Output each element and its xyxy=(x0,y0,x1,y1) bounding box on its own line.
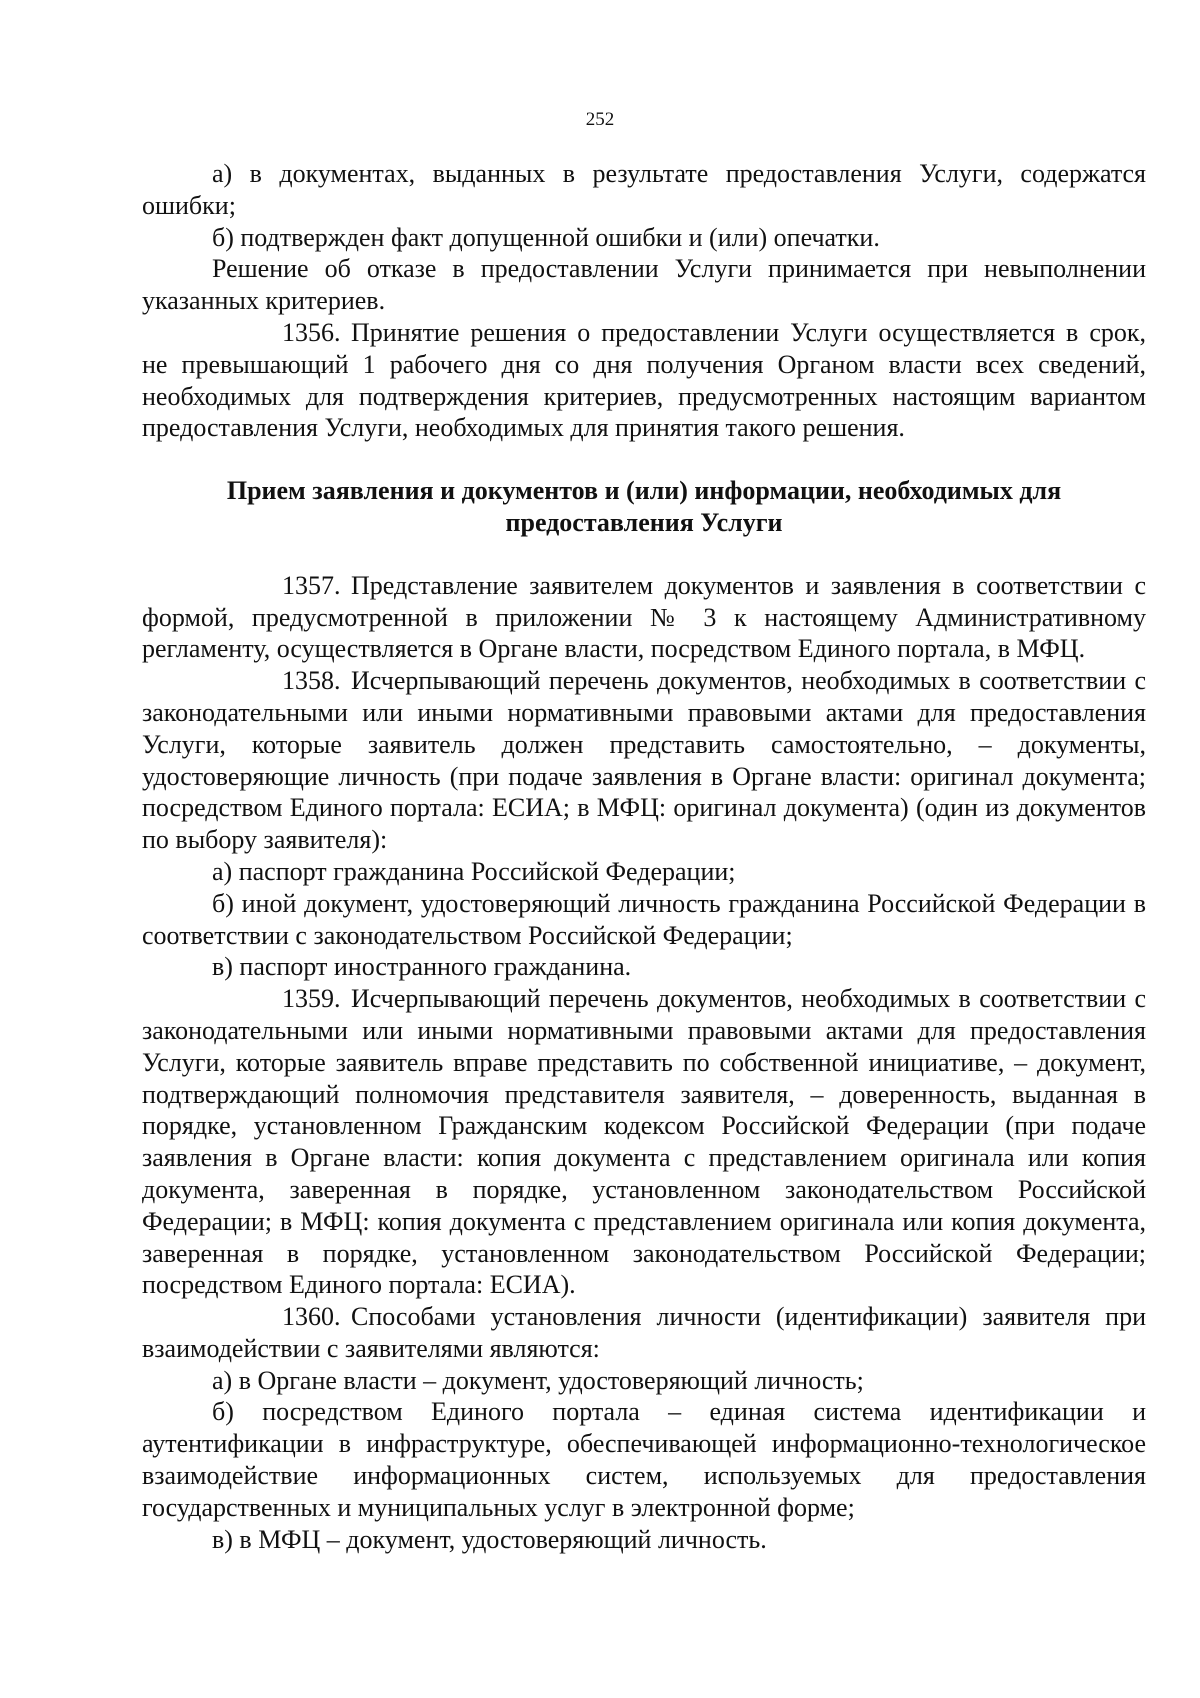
clause-1357 xyxy=(142,570,1146,665)
clause-text: Способами установления личности (идентификации) заявителя при взаимодействии с заявителями являются: xyxy=(142,1302,1146,1363)
section-heading: Прием заявления и документов и (или) информации, необходимых для предоставления Услуги xyxy=(226,476,1062,537)
list-item: б) иной документ, удостоверяющий личность гражданина Российской Федерации в соответствии с законодательством Российской Федерации; xyxy=(142,888,1146,950)
list-item: а) в Органе власти – документ, удостоверяющий личность; xyxy=(212,1365,864,1395)
clause-number: 1358. xyxy=(282,666,341,696)
clause-1356 xyxy=(142,317,1146,444)
list-item: а) паспорт гражданина Российской Федерации; xyxy=(212,856,736,886)
clause-number: 1359. xyxy=(282,984,341,1014)
clause-number: 1360. xyxy=(282,1302,341,1332)
document-body xyxy=(142,158,1146,1555)
clause-1359 xyxy=(142,983,1146,1301)
paragraph-a-errors: а) в документах, выданных в результате предоставления Услуги, содержатся ошибки; xyxy=(142,159,1146,220)
paragraph-refusal: Решение об отказе в предоставлении Услуги принимается при невыполнении указанных критериев. xyxy=(142,254,1146,316)
list-item: в) паспорт иностранного гражданина. xyxy=(212,952,632,982)
clause-1360 xyxy=(142,1301,1146,1555)
clause-number: 1356. xyxy=(282,317,341,347)
clause-text: Исчерпывающий перечень документов, необходимых в соответствии с законодательными или иными нормативными правовыми актами для предоставления Услуги, которые заявитель должен представить самостоятельно, – документы, удостоверяющие личность (при подаче заявления в Органе власти: оригинал документа; посредством Единого портала: ЕСИА; в МФЦ: оригинал документа) (один из документов по выбору заявителя): xyxy=(142,666,1146,855)
clause-1358 xyxy=(142,665,1146,983)
clause-number: 1357. xyxy=(282,570,341,600)
clause-text: Представление заявителем документов и заявления в соответствии с формой, предусмотренной в приложении № 3 к настоящему Административному регламенту, осуществляется в Органе власти, посредством Единого портала, в МФЦ. xyxy=(142,570,1146,664)
clause-text: Принятие решения о предоставлении Услуги осуществляется в срок, не превышающий 1 рабочего дня со дня получения Органом власти всех сведений, необходимых для подтверждения критериев, предусмотренных настоящим вариантом предоставления Услуги, необходимых для принятия такого решения. xyxy=(142,317,1146,443)
list-item: б) посредством Единого портала – единая система идентификации и аутентификации в инфраструктуре, обеспечивающей информационно-технологическое взаимодействие информационных систем, используемых для предоставления государственных и муниципальных услуг в электронной форме; xyxy=(142,1397,1146,1522)
list-item: в) в МФЦ – документ, удостоверяющий личность. xyxy=(212,1524,767,1554)
paragraph-b-confirmed: б) подтвержден факт допущенной ошибки и (или) опечатки. xyxy=(212,222,880,252)
clause-text: Исчерпывающий перечень документов, необходимых в соответствии с законодательными или иными нормативными правовыми актами для предоставления Услуги, которые заявитель вправе представить по собственной инициативе, – документ, подтверждающий полномочия представителя заявителя, – доверенность, выданная в порядке, установленном Гражданским кодексом Российской Федерации (при подаче заявления в Органе власти: копия документа с представлением оригинала или копия документа, заверенная в порядке, установленном законодательством Российской Федерации; в МФЦ: копия документа с представлением оригинала или копия документа, заверенная в порядке, установленном законодательством Российской Федерации; посредством Единого портала: ЕСИА). xyxy=(142,984,1146,1300)
page-number: 252 xyxy=(585,109,615,130)
